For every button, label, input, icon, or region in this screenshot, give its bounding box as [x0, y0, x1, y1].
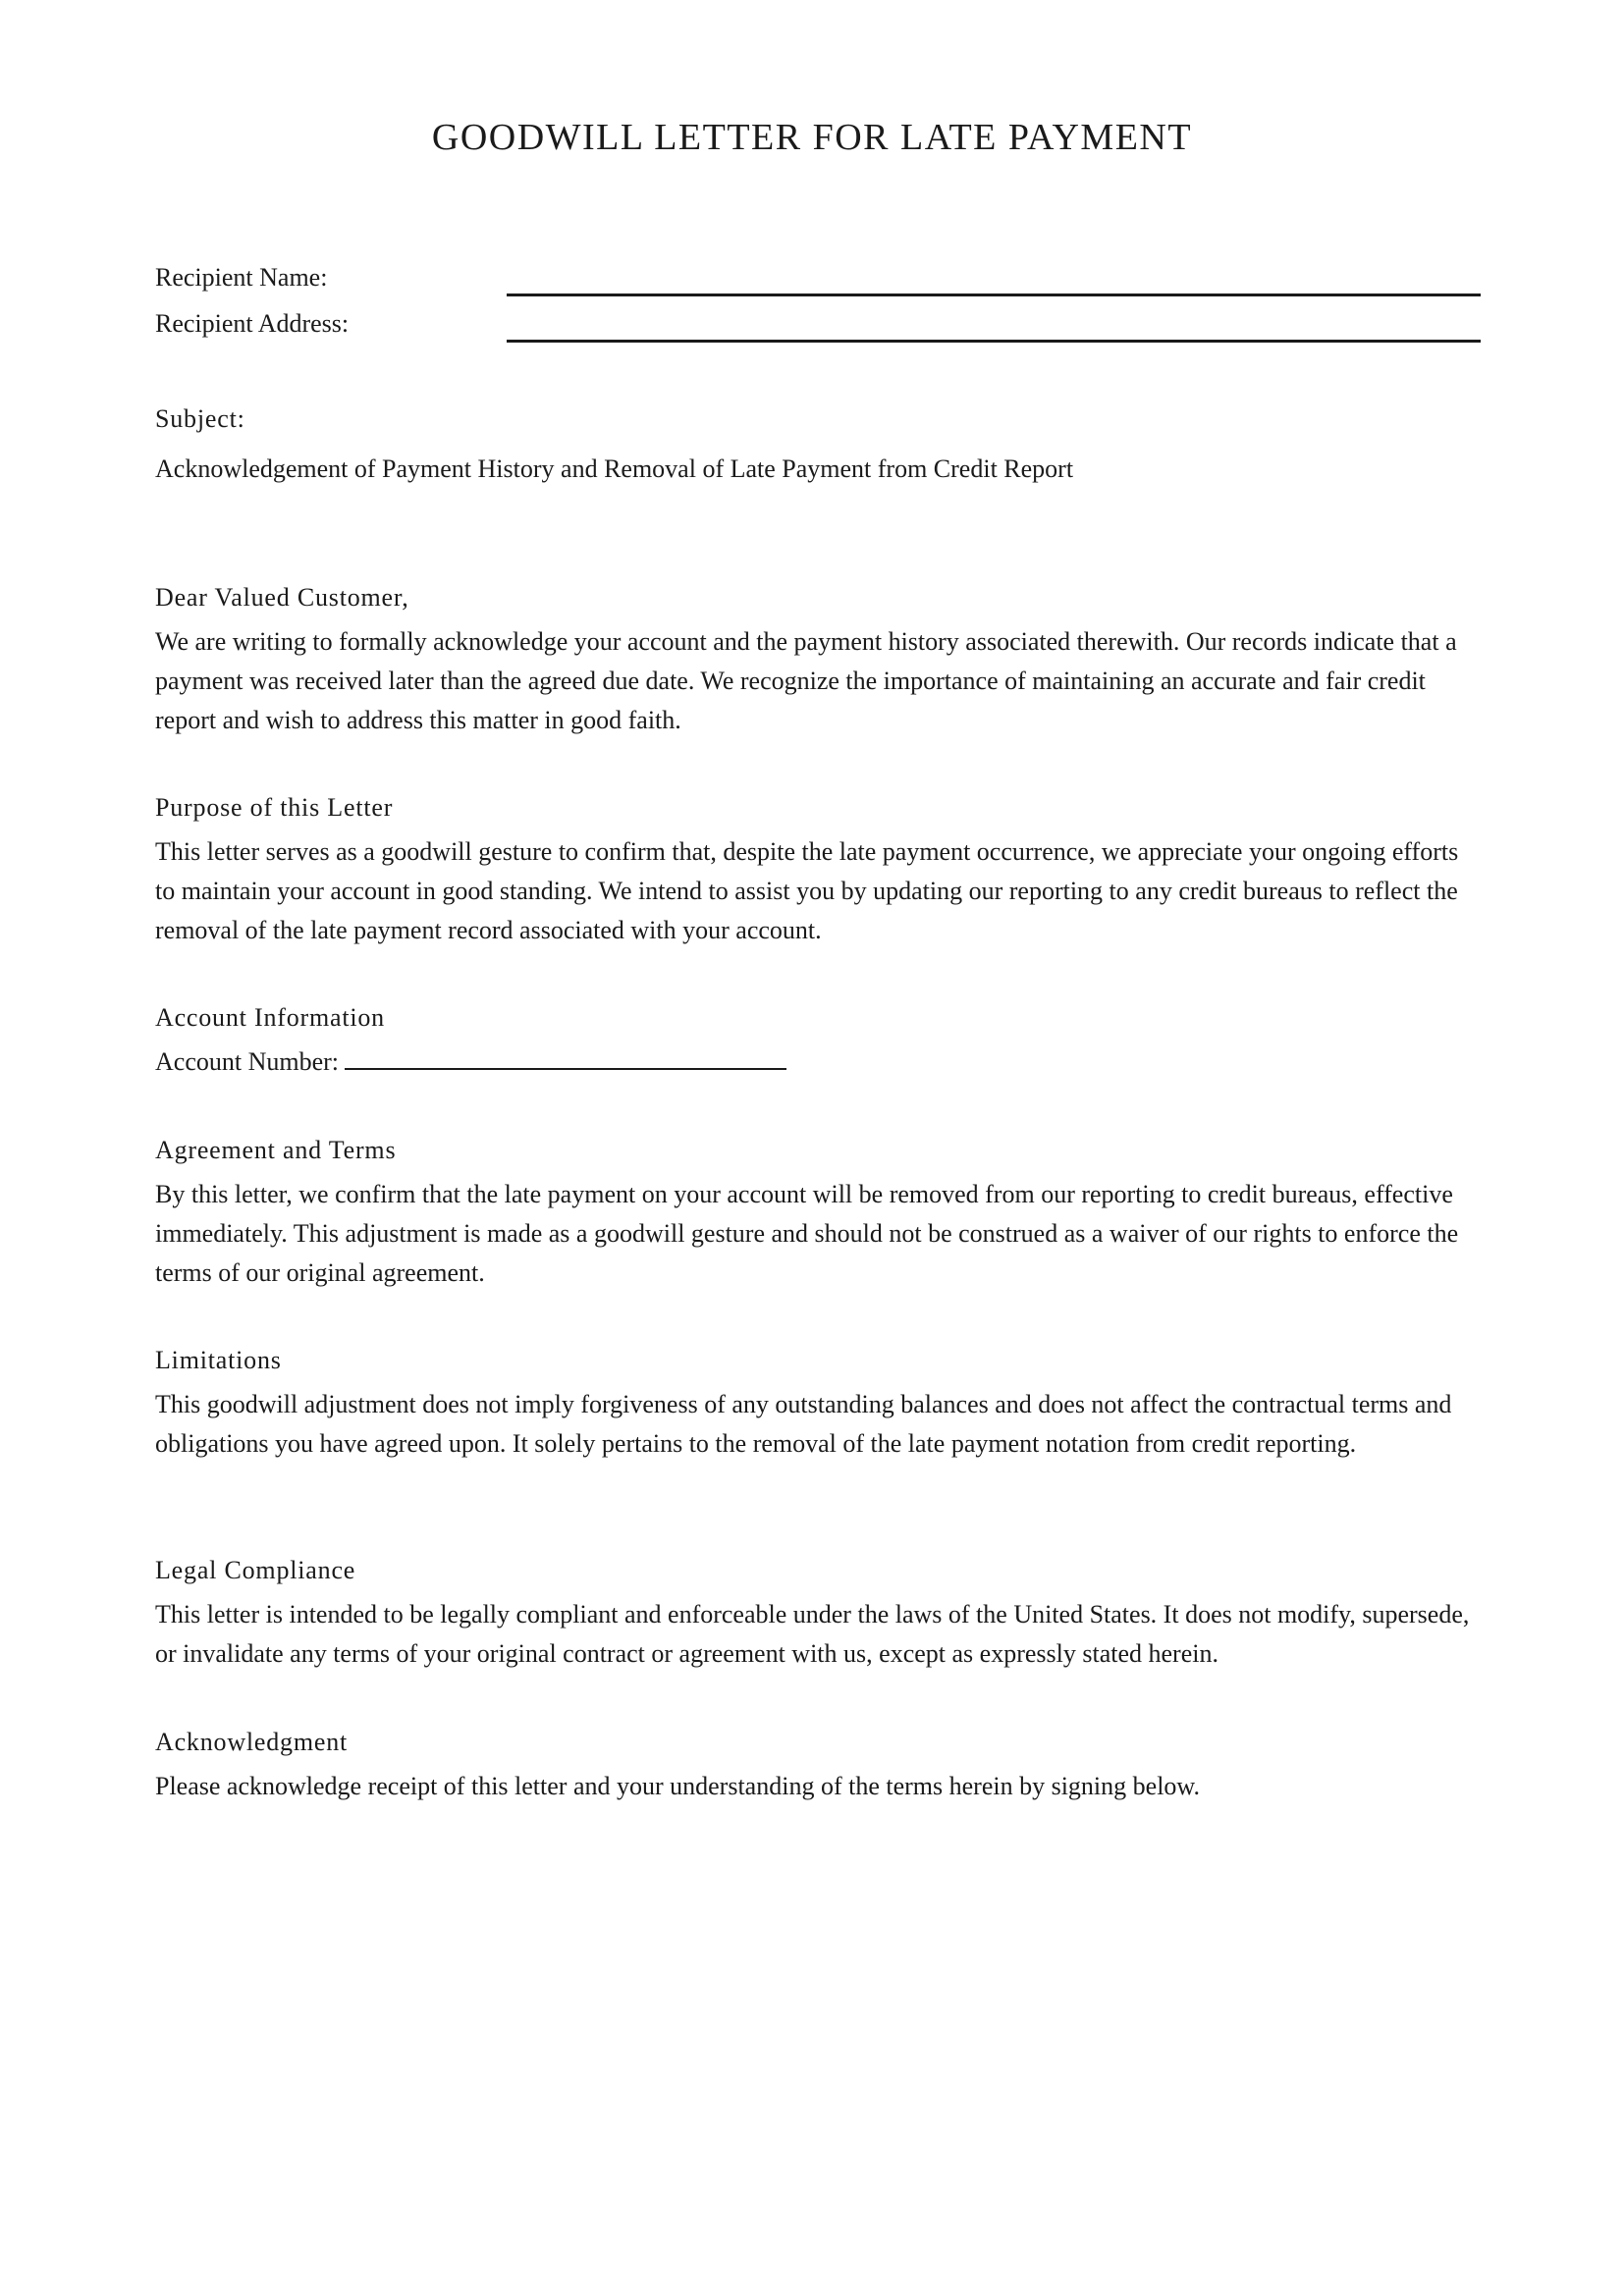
legal-paragraph: This letter is intended to be legally compliant and enforceable under the laws of the United States. It does not modify, supersede, or invalidate any terms of your original contract or agreement with us, except as expressly stated herein.	[155, 1599, 1470, 1668]
account-number-row	[155, 1042, 1471, 1082]
account-number-label: Account Number:	[155, 1046, 340, 1076]
agreement-section	[155, 1134, 1471, 1293]
recipient-name-label: Recipient Name:	[155, 263, 328, 292]
purpose-section	[155, 791, 1471, 950]
acknowledgment-section	[155, 1726, 1471, 1806]
recipient-address-field[interactable]	[507, 340, 1481, 343]
account-heading: Account Information	[155, 1003, 385, 1032]
legal-heading: Legal Compliance	[155, 1556, 356, 1584]
subject-text: Acknowledgement of Payment History and Removal of Late Payment from Credit Report	[155, 454, 1074, 483]
acknowledgment-paragraph: Please acknowledge receipt of this letter and your understanding of the terms herein by signing below.	[155, 1771, 1201, 1800]
limitations-heading: Limitations	[155, 1346, 282, 1374]
purpose-heading: Purpose of this Letter	[155, 793, 394, 822]
agreement-heading: Agreement and Terms	[155, 1136, 397, 1164]
account-number-field[interactable]	[345, 1044, 786, 1070]
greeting-section	[155, 581, 1471, 740]
document-title: GOODWILL LETTER FOR LATE PAYMENT	[431, 117, 1193, 158]
limitations-paragraph: This goodwill adjustment does not imply forgiveness of any outstanding balances and does not affect the contractual terms and obligations you have agreed upon. It solely pertains to the removal of the late payment notation from credit reporting.	[155, 1389, 1452, 1458]
account-section	[155, 1001, 1471, 1082]
legal-section	[155, 1554, 1471, 1674]
recipient-name-field[interactable]	[507, 294, 1481, 296]
recipient-address-row	[155, 307, 1481, 347]
recipient-address-label: Recipient Address:	[155, 309, 350, 338]
purpose-paragraph: This letter serves as a goodwill gesture to confirm that, despite the late payment occurrence, we appreciate your ongoing efforts to maintain your account in good standing. We intend to assist you by updating our reporting to any credit bureaus to reflect the removal of the late payment record associated with your account.	[155, 836, 1459, 944]
acknowledgment-heading: Acknowledgment	[155, 1728, 349, 1756]
subject-label: Subject:	[155, 404, 245, 433]
intro-paragraph: We are writing to formally acknowledge your account and the payment history associated therewith. Our records indicate that a payment was received later than the agreed due date. We recognize the importance of maintaining an accurate and fair credit report and wish to address this matter in good faith.	[155, 626, 1457, 734]
greeting: Dear Valued Customer,	[155, 583, 409, 612]
limitations-section	[155, 1344, 1471, 1464]
agreement-paragraph: By this letter, we confirm that the late payment on your account will be removed from our reporting to credit bureaus, effective immediately. This adjustment is made as a goodwill gesture and should not be construed as a waiver of our rights to enforce the terms of our original agreement.	[155, 1179, 1459, 1287]
subject-section	[155, 402, 1471, 489]
recipient-name-row	[155, 261, 1481, 300]
